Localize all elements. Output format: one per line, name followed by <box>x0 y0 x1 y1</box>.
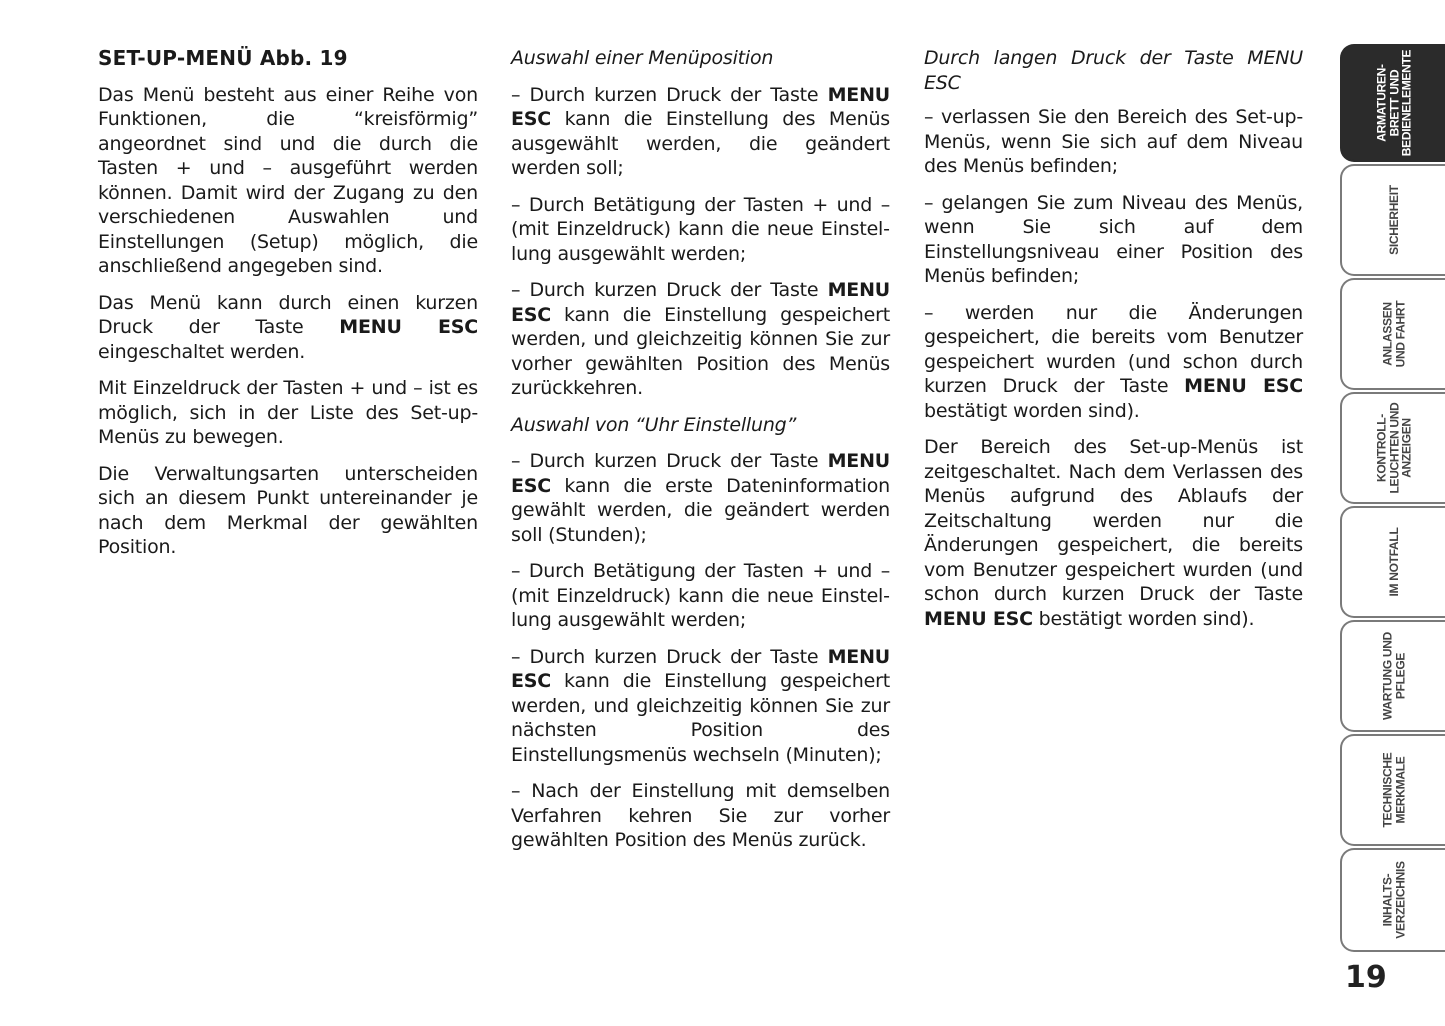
list-item: – Durch Betätigung der Tasten + und – (mit Einzeldruck) kann die neue Einstellung ausgewählt werden; <box>511 560 890 631</box>
key-name: MENU ESC <box>511 450 890 497</box>
tab-technische-merkmale[interactable]: TECHNISCHE MERKMALE <box>1340 734 1445 846</box>
tab-wartung-und-pflege[interactable]: WARTUNG UND PFLEGE <box>1340 620 1445 732</box>
list-item: – verlassen Sie den Bereich des Set-up-Menüs, wenn Sie sich auf dem Niveau des Menüs befinden; <box>924 106 1303 177</box>
subheading: Auswahl von “Uhr Einstellung” <box>511 413 797 436</box>
tab-sicherheit[interactable]: SICHERHEIT <box>1340 164 1445 276</box>
key-name: MENU ESC <box>511 645 890 692</box>
section-title: SET-UP-MENÜ Abb. 19 <box>98 46 348 70</box>
list-item: – Durch kurzen Druck der Taste MENU ESC kann die erste Dateninformation gewählt werden, die geändert werden soll (Stunden); <box>511 450 890 546</box>
tab-anlassen-und-fahrt[interactable]: ANLASSEN UND FAHRT <box>1340 278 1445 390</box>
chapter-tabs <box>1340 44 1445 954</box>
column-3 <box>924 46 1303 643</box>
key-name: MENU ESC <box>339 316 479 338</box>
paragraph: Das Menü kann durch einen kurzen Druck der Taste MENU ESC eingeschaltet werden. <box>98 291 479 363</box>
page-number: 19 <box>1345 960 1387 995</box>
list-item: – Durch kurzen Druck der Taste MENU ESC kann die Einstellung des Menüs ausgewählt werden, die geändert werden soll; <box>511 83 890 179</box>
subheading: Durch langen Druck der Taste MENU ESC <box>924 47 1303 94</box>
paragraph: Mit Einzeldruck der Tasten + und – ist es möglich, sich in der Liste des Set-up-Menüs zu bewegen. <box>98 377 478 448</box>
key-name: MENU ESC <box>511 83 890 130</box>
list-item: – Durch kurzen Druck der Taste MENU ESC kann die Einstellung gespeichert werden, und gleichzeitig können Sie zur vorher gewählten Position des Menüs zurückkehren. <box>511 279 890 399</box>
key-name: MENU ESC <box>924 607 1033 630</box>
paragraph: Das Menü besteht aus einer Reihe von Funktionen, die “kreisförmig” angeordnet sind und die durch die Tasten + und – ausgeführt werden können. Damit wird der Zugang zu den verschiedenen Auswahlen und Einstellungen (Setup) möglich, die anschließend angegeben sind. <box>98 83 478 277</box>
key-name: MENU ESC <box>511 279 890 326</box>
list-item: – Durch kurzen Druck der Taste MENU ESC kann die Einstellung gespeichert werden, und gleichzeitig können Sie zur nächsten Position des Einstellungsmenüs wechseln (Minuten); <box>511 645 890 766</box>
paragraph: Die Verwaltungsarten unterscheiden sich an diesem Punkt untereinander je nach dem Merkmal der gewählten Position. <box>98 462 478 558</box>
column-1 <box>98 46 478 572</box>
tab-im-notfall[interactable]: IM NOTFALL <box>1340 506 1445 618</box>
list-item: – werden nur die Änderungen gespeichert, die bereits vom Benutzer gespeichert wurden (und schon durch kurzen Druck der Taste MENU ESC bestätigt worden sind). <box>924 301 1304 422</box>
tab-kontrollleuchten[interactable]: KONTROLL- LEUCHTEN UND ANZEIGEN <box>1340 392 1445 504</box>
column-2 <box>511 46 890 865</box>
tab-armaturenbrett[interactable]: ARMATUREN- BRETT UND BEDIENELEMENTE <box>1340 44 1445 162</box>
list-item: – Durch Betätigung der Tasten + und – (mit Einzeldruck) kann die neue Einstellung ausgewählt werden; <box>511 193 890 265</box>
paragraph: Der Bereich des Set-up-Menüs ist zeitgeschaltet. Nach dem Verlassen des Menüs aufgrund des Ablaufs der Zeitschaltung werden nur die Änderungen gespeichert, die bereits vom Benutzer gespeichert wurden (und schon durch kurzen Druck der Taste MENU ESC bestätigt worden sind). <box>924 436 1303 630</box>
subheading: Auswahl einer Menüposition <box>511 47 774 69</box>
key-name: MENU ESC <box>1184 375 1304 397</box>
list-item: – gelangen Sie zum Niveau des Menüs, wenn Sie sich auf dem Einstellungsniveau einer Position des Menüs befinden; <box>924 191 1303 287</box>
list-item: – Nach der Einstellung mit demselben Verfahren kehren Sie zur vorher gewählten Position des Menüs zurück. <box>511 780 890 851</box>
tab-inhaltsverzeichnis[interactable]: INHALTS- VERZEICHNIS <box>1340 848 1445 952</box>
